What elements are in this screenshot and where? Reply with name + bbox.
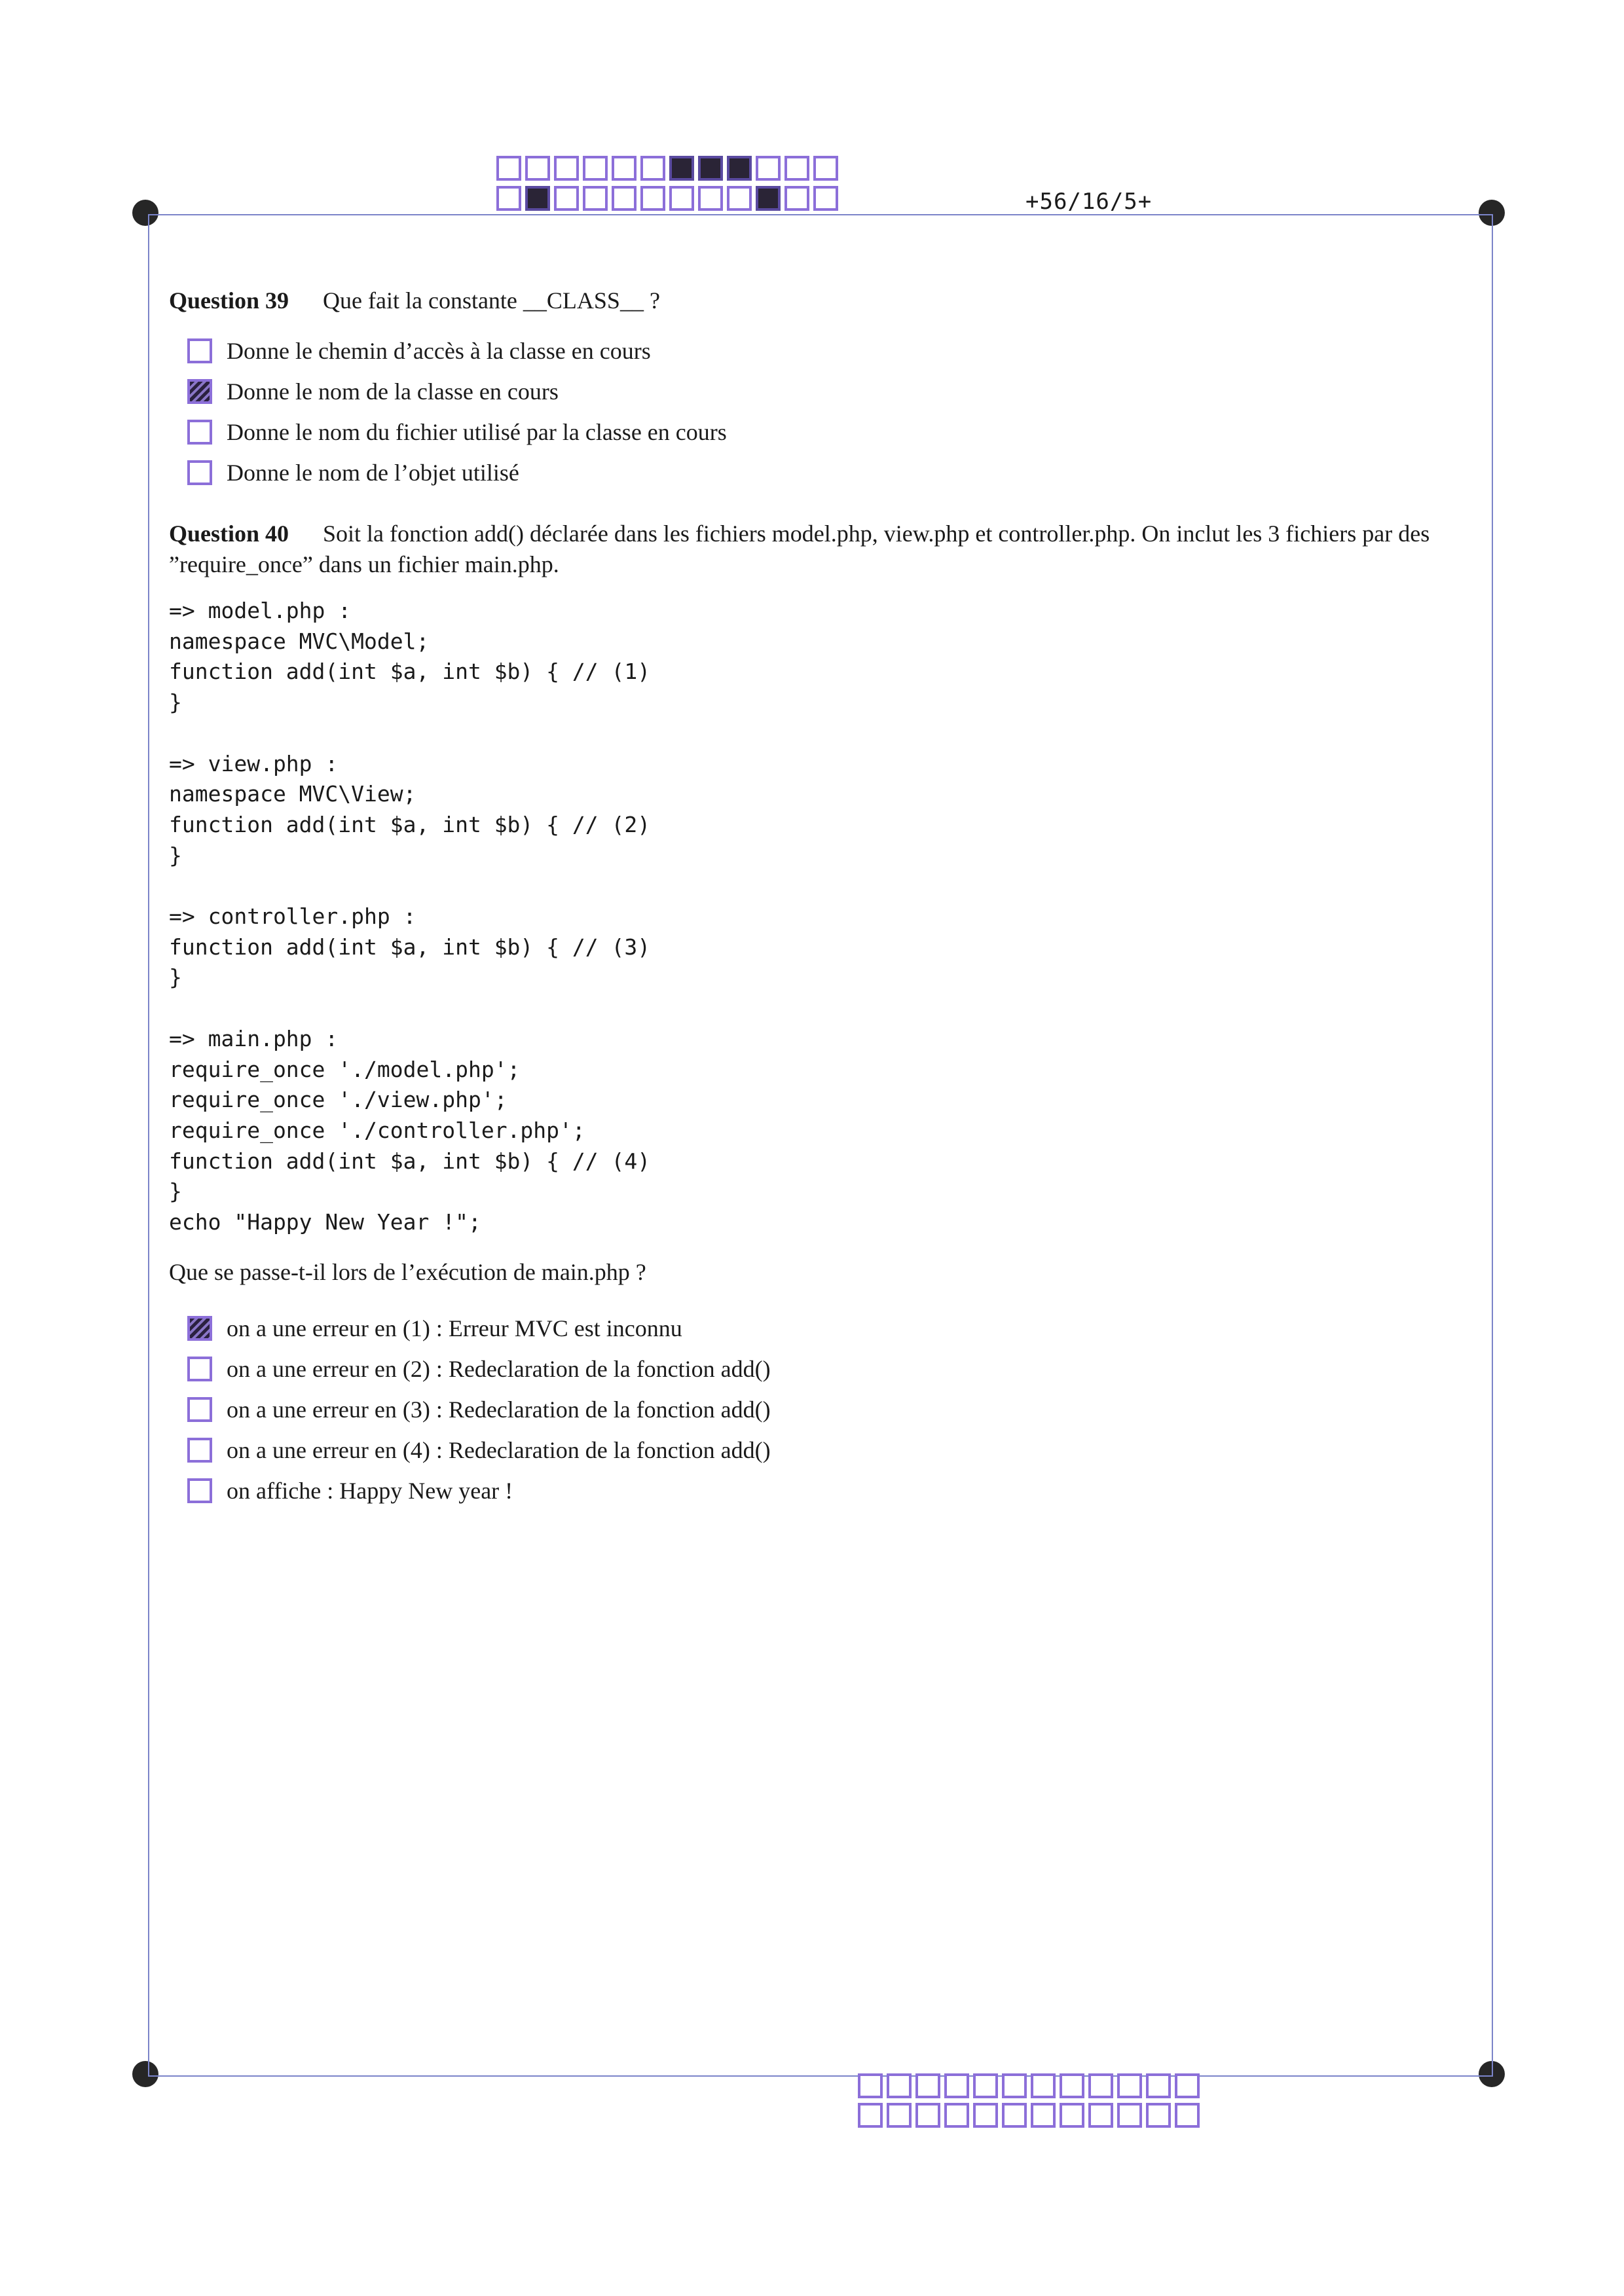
- code-cell: [1088, 2073, 1113, 2098]
- code-cell: [944, 2103, 969, 2128]
- page-id: +56/16/5+: [1025, 189, 1153, 215]
- code-cell: [858, 2073, 883, 2098]
- answer-choice-label: Donne le nom de l’objet utilisé: [227, 460, 519, 486]
- answer-choice-label: Donne le chemin d’accès à la classe en cours: [227, 338, 651, 364]
- code-cell: [756, 156, 781, 181]
- bottom-code-row-1: [858, 2073, 1204, 2100]
- code-cell: [640, 156, 665, 181]
- answer-choice[interactable]: [187, 1389, 771, 1430]
- code-cell: [698, 186, 723, 211]
- code-cell: [554, 186, 579, 211]
- code-cell: [1117, 2103, 1142, 2128]
- checkbox[interactable]: [187, 1438, 212, 1463]
- question-text: Que fait la constante __CLASS__ ?: [323, 287, 660, 314]
- question-39-choices: [187, 331, 727, 493]
- code-cell: [1088, 2103, 1113, 2128]
- answer-choice[interactable]: [187, 1430, 771, 1470]
- answer-choice-label: on affiche : Happy New year !: [227, 1478, 513, 1504]
- question-40: [169, 519, 1476, 580]
- checkbox[interactable]: [187, 338, 212, 363]
- code-cell: [1175, 2073, 1200, 2098]
- code-cell: [1117, 2073, 1142, 2098]
- code-cell: [1002, 2073, 1027, 2098]
- code-cell: [756, 186, 781, 211]
- answer-choice-label: on a une erreur en (2) : Redeclaration de la fonction add(): [227, 1356, 771, 1382]
- code-cell: [669, 156, 694, 181]
- answer-choice-label: Donne le nom de la classe en cours: [227, 378, 559, 405]
- question-40-choices: [187, 1308, 771, 1511]
- code-cell: [813, 186, 838, 211]
- answer-choice-label: on a une erreur en (4) : Redeclaration de la fonction add(): [227, 1437, 771, 1463]
- code-listing: => model.php : namespace MVC\Model; function add(int $a, int $b) { // (1) } => view.php : namespace MVC\View; function add(int $a, int $b) { // (2) } => controller.php : function add(int $a, int $b) { // (3) } => main.php : require_once './model.php'; require_once './view.php'; require_once './controller.php'; function add(int $a, int $b) { // (4) } echo "Happy New Year !";: [169, 598, 651, 1235]
- answer-choice[interactable]: [187, 412, 727, 452]
- code-cell: [1031, 2103, 1056, 2128]
- code-cell: [915, 2103, 940, 2128]
- code-cell: [525, 186, 550, 211]
- question-number: Question 39: [169, 287, 289, 314]
- code-cell: [496, 186, 521, 211]
- code-cell: [612, 186, 637, 211]
- code-cell: [525, 156, 550, 181]
- code-cell: [858, 2103, 883, 2128]
- code-cell: [496, 156, 521, 181]
- code-cell: [640, 186, 665, 211]
- code-cell: [727, 156, 752, 181]
- checkbox[interactable]: [187, 1397, 212, 1422]
- answer-choice[interactable]: [187, 1349, 771, 1389]
- answer-choice[interactable]: [187, 1308, 771, 1349]
- code-cell: [1060, 2073, 1084, 2098]
- answer-choice-label: on a une erreur en (1) : Erreur MVC est inconnu: [227, 1315, 682, 1341]
- answer-choice-label: Donne le nom du fichier utilisé par la classe en cours: [227, 419, 727, 445]
- code-cell: [554, 156, 579, 181]
- code-cell: [944, 2073, 969, 2098]
- question-text: Soit la fonction add() déclarée dans les fichiers model.php, view.php et controller.php. On inclut les 3 fichiers par des ”require_once” dans un fichier main.php.: [169, 520, 1430, 577]
- code-cell: [784, 186, 809, 211]
- answer-choice[interactable]: [187, 1470, 771, 1511]
- checkbox[interactable]: [187, 1478, 212, 1503]
- code-cell: [698, 156, 723, 181]
- question-39: [169, 285, 1476, 316]
- code-cell: [669, 186, 694, 211]
- checkbox[interactable]: [187, 460, 212, 485]
- code-cell: [813, 156, 838, 181]
- code-cell: [1146, 2103, 1171, 2128]
- answer-choice-label: on a une erreur en (3) : Redeclaration de la fonction add(): [227, 1396, 771, 1423]
- answer-choice[interactable]: [187, 452, 727, 493]
- code-cell: [915, 2073, 940, 2098]
- code-cell: [973, 2073, 998, 2098]
- question-number: Question 40: [169, 520, 289, 547]
- checked-checkbox[interactable]: [187, 379, 212, 404]
- code-cell: [973, 2103, 998, 2128]
- checkbox[interactable]: [187, 1357, 212, 1381]
- code-cell: [583, 186, 608, 211]
- code-cell: [887, 2103, 912, 2128]
- question-prompt: Que se passe-t-il lors de l’exécution de main.php ?: [169, 1259, 646, 1285]
- code-cell: [612, 156, 637, 181]
- code-cell: [583, 156, 608, 181]
- code-cell: [1175, 2103, 1200, 2128]
- code-cell: [1031, 2073, 1056, 2098]
- top-code-row-2: [496, 186, 842, 212]
- bottom-code-row-2: [858, 2103, 1204, 2129]
- code-cell: [1146, 2073, 1171, 2098]
- code-cell: [887, 2073, 912, 2098]
- checkbox[interactable]: [187, 420, 212, 445]
- code-cell: [1002, 2103, 1027, 2128]
- top-code-row-1: [496, 156, 842, 182]
- code-cell: [1060, 2103, 1084, 2128]
- answer-choice[interactable]: [187, 371, 727, 412]
- code-cell: [727, 186, 752, 211]
- answer-choice[interactable]: [187, 331, 727, 371]
- checked-checkbox[interactable]: [187, 1316, 212, 1341]
- code-cell: [784, 156, 809, 181]
